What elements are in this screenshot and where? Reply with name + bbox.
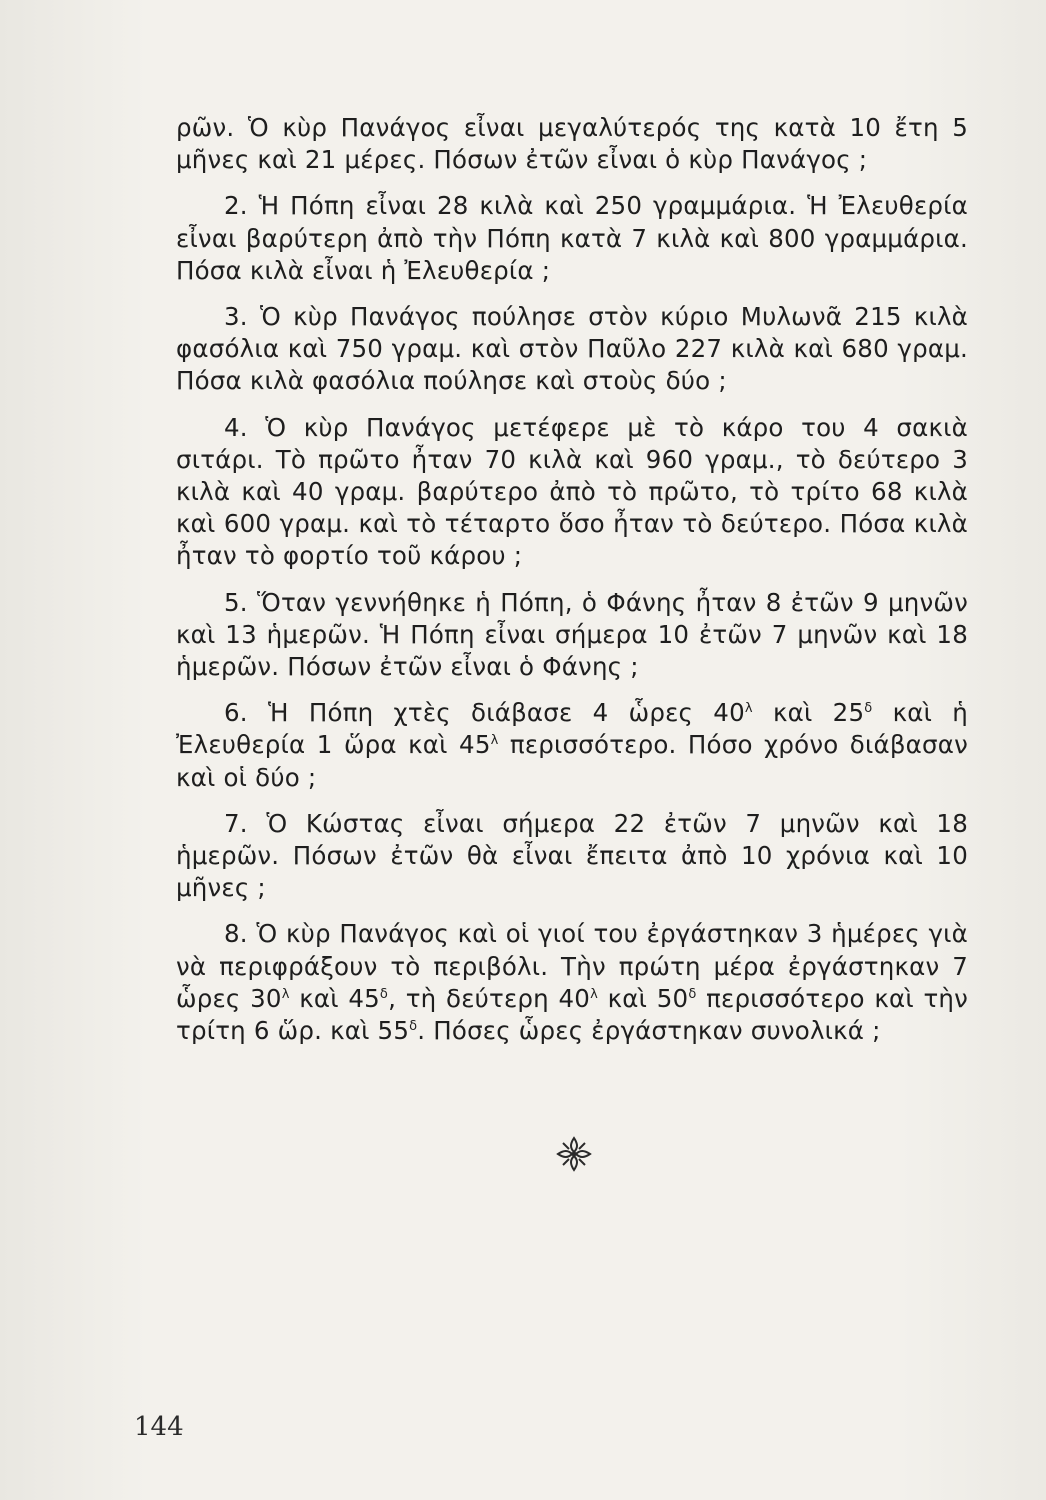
minutes-superscript: λ bbox=[590, 986, 598, 1002]
exercise-2: 2. Ἡ Πόπη εἶναι 28 κιλὰ καὶ 250 γραμμάρια. Ἡ Ἐλευθερία εἶναι βαρύτερη ἀπὸ τὴν Πόπη κατὰ 7 κιλὰ καὶ 800 γραμμάρια. Πόσα κιλὰ εἶναι ἡ Ἐλευθερία ; bbox=[176, 191, 968, 285]
exercise-8-part-c: , τὴ δεύτερη 40 bbox=[388, 983, 591, 1013]
exercise-8-part-e: περισσότερο καὶ τὴν τρίτη 6 ὥρ. καὶ 55 bbox=[176, 983, 969, 1046]
exercise-8-part-a: 8. Ὁ κὺρ Πανάγος καὶ οἱ γιοί του ἐργάστηκαν 3 ἡμέρες γιὰ νὰ περιφράξουν τὸ περιβόλι. Τὴν πρώτη μέρα ἐργάστηκαν 7 ὧρες 30 bbox=[176, 919, 968, 1013]
exercise-7: 7. Ὁ Κώστας εἶναι σήμερα 22 ἐτῶν 7 μηνῶν καὶ 18 ἡμερῶν. Πόσων ἐτῶν θὰ εἶναι ἔπειτα ἀπὸ 10 χρόνια καὶ 10 μῆνες ; bbox=[176, 808, 968, 903]
exercise-8-part-d: καὶ 50 bbox=[598, 983, 689, 1013]
exercise-6 bbox=[176, 697, 968, 794]
exercise-8-part-f: . Πόσες ὧρες ἐργάστηκαν συνολικά ; bbox=[417, 1016, 881, 1046]
seconds-superscript: δ bbox=[688, 986, 697, 1002]
exercise-text bbox=[176, 112, 968, 1061]
exercise-6-part-c: καὶ ἡ Ἐλευθερία 1 ὥρα καὶ 45 bbox=[176, 698, 968, 760]
exercise-4: 4. Ὁ κὺρ Πανάγος μετέφερε μὲ τὸ κάρο του 4 σακιὰ σιτάρι. Τὸ πρῶτο ἦταν 70 κιλὰ καὶ 960 γραμ., τὸ δεύτερο 3 κιλὰ καὶ 40 γραμ. βαρύτερο ἀπὸ τὸ πρῶτο, τὸ τρίτο 68 κιλὰ καὶ 600 γραμ. καὶ τὸ τέταρτο ὅσο ἦταν τὸ δεύτερο. Πόσα κιλὰ ἦταν τὸ φορτίο τοῦ κάρου ; bbox=[176, 412, 968, 571]
minutes-superscript: λ bbox=[281, 986, 290, 1002]
paragraph-continuation: ρῶν. Ὁ κὺρ Πανάγος εἶναι μεγαλύτερός της κατὰ 10 ἔτη 5 μῆνες καὶ 21 μέρες. Πόσων ἐτῶν εἶναι ὁ κὺρ Πανάγος ; bbox=[176, 113, 968, 175]
seconds-superscript: δ bbox=[864, 701, 873, 717]
exercise-8-part-b: καὶ 45 bbox=[289, 983, 380, 1013]
exercise-6-part-d: περισσότερο. Πόσο χρόνο διάβασαν καὶ οἱ δύο ; bbox=[176, 730, 968, 792]
exercise-3: 3. Ὁ κὺρ Πανάγος πούλησε στὸν κύριο Μυλωνᾶ 215 κιλὰ φασόλια καὶ 750 γραμ. καὶ στὸν Παῦλο 227 κιλὰ καὶ 680 γραμ. Πόσα κιλὰ φασόλια πούλησε καὶ στοὺς δύο ; bbox=[176, 302, 968, 396]
floral-ornament-icon bbox=[554, 1134, 594, 1174]
exercise-8 bbox=[176, 918, 968, 1047]
page-number: 144 bbox=[134, 1412, 184, 1442]
seconds-superscript: δ bbox=[409, 1019, 418, 1035]
exercise-6-part-a: 6. Ἡ Πόπη χτὲς διάβασε 4 ὧρες 40 bbox=[224, 698, 745, 728]
minutes-superscript: λ bbox=[744, 701, 753, 717]
seconds-superscript: δ bbox=[379, 986, 389, 1002]
exercise-5: 5. Ὅταν γεννήθηκε ἡ Πόπη, ὁ Φάνης ἦταν 8 ἐτῶν 9 μηνῶν καὶ 13 ἡμερῶν. Ἡ Πόπη εἶναι σήμερα 10 ἐτῶν 7 μηνῶν καὶ 18 ἡμερῶν. Πόσων ἐτῶν εἶναι ὁ Φάνης ; bbox=[176, 587, 968, 682]
exercise-6-part-b: καὶ 25 bbox=[752, 698, 865, 728]
minutes-superscript: λ bbox=[490, 733, 499, 749]
